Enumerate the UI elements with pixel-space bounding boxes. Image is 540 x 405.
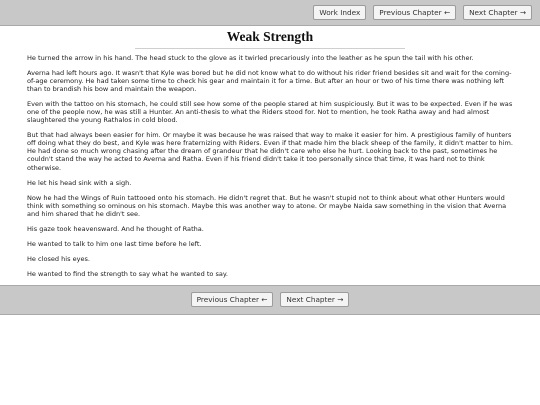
chapter-paragraph: His gaze took heavensward. And he thought of Ratha. xyxy=(27,224,204,233)
bottom-next-chapter-button[interactable]: Next Chapter → xyxy=(280,292,349,307)
chapter-paragraph: He let his head sink with a sigh. xyxy=(27,178,132,187)
chapter-paragraph: Even with the tattoo on his stomach, he could still see how some of the people stared at him suspiciously. But it was to be expected. Even if he was one of the people now, he was still a Hunter. An anti-thesis to what the Riders stood for. Not to mention, he took Ratha away and had almost slaughtered the young Rathalos in cold blood. xyxy=(27,100,513,125)
chapter-paragraph: Now he had the Wings of Ruin tattooed onto his stomach. He didn't regret that. But he wasn't stupid not to think about what other Hunters would think with something so ominous on his stomach. Maybe this was another way to atone. Or maybe Naida saw something in the vision that Averna and him shared that he didn't see. xyxy=(27,193,507,218)
chapter-paragraph: He wanted to talk to him one last time before he left. xyxy=(27,239,202,248)
chapter-content xyxy=(0,29,540,278)
chapter-title: Weak Strength xyxy=(226,29,314,44)
title-divider xyxy=(135,48,405,49)
chapter-paragraph: But that had always been easier for him. Or maybe it was because he was raised that way to make it easier for him. A prestigious family of hunters off doing what they do best, and Kyle was here fraternizing with Riders. Even if that made him the black sheep of the family, it didn't matter to him. He had done so much wrong chasing after the dream of grandeur that he didn't care who else he hurt. Looking back to the past, sometimes he couldn't stand the way he acted to Averna and Ratha. Even if his friend didn't take it too personally since that time, it was hard not to think otherwise. xyxy=(27,131,513,172)
previous-chapter-button[interactable]: Previous Chapter ← xyxy=(373,5,456,20)
chapter-paragraph: He wanted to find the strength to say what he wanted to say. xyxy=(27,269,228,278)
chapter-paragraph: He closed his eyes. xyxy=(27,254,91,263)
top-navigation-bar xyxy=(0,0,540,26)
chapter-paragraph: He turned the arrow in his hand. The head stuck to the glove as it twirled precariously into the leather as he spun the tail with his other. xyxy=(27,54,474,62)
bottom-navigation-bar xyxy=(0,285,540,315)
work-index-button[interactable]: Work Index xyxy=(313,5,366,20)
next-chapter-button[interactable]: Next Chapter → xyxy=(463,5,532,20)
chapter-paragraph: Averna had left hours ago. It wasn't that Kyle was bored but he did not know what to do without his rider friend besides sit and wait for the coming-of-age ceremony. He had taken some time to check his gear and maintain it for a time. But after an hour or two of his time there was nothing left than to brandish his bow and maintain the weapon. xyxy=(27,69,512,94)
bottom-previous-chapter-button[interactable]: Previous Chapter ← xyxy=(191,292,274,307)
